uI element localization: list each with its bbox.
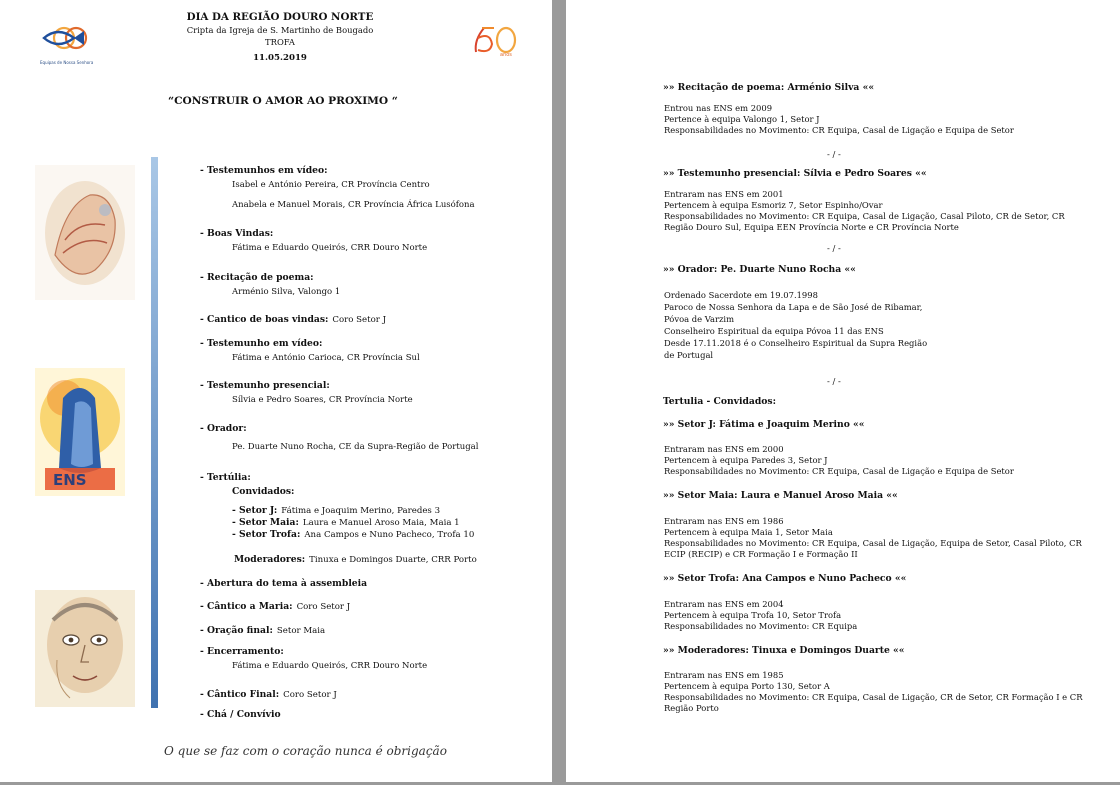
event-date: 11.05.2019 (253, 53, 307, 63)
program-item-detail: Fátima e Eduardo Queirós, CRR Douro Norte (232, 661, 428, 671)
participant-detail: ECIP (RECIP) e CR Formação I e Formação II (664, 549, 858, 559)
program-item-label: - Testemunhos em vídeo: (200, 165, 328, 176)
ens-text: ENS (53, 471, 87, 489)
moderators-names: Tinuxa e Domingos Duarte, CRR Porto (309, 555, 477, 565)
program-item-label: - Cantico de boas vindas: (200, 314, 329, 325)
participant-detail: Responsabilidades no Movimento: CR Equipa, Casal de Ligação e Equipa de Setor (664, 466, 1014, 476)
ens-logo (40, 22, 100, 65)
event-city: TROFA (265, 37, 295, 47)
program-item-label: - Cântico Final: (200, 689, 280, 700)
participant-detail: Entraram nas ENS em 2004 (664, 599, 784, 609)
program-item (200, 682, 337, 701)
separator: - / - (827, 243, 841, 253)
program-item-detail: Sílvia e Pedro Soares, CR Província Norte (232, 395, 413, 405)
moderators-row (234, 547, 477, 566)
program-item (200, 331, 322, 350)
participant-heading: »» Setor J: Fátima e Joaquim Merino «« (663, 419, 865, 430)
participant-detail: Responsabilidades no Movimento: CR Equipa, Casal de Ligação e Equipa de Setor (664, 125, 1014, 135)
program-item-detail: Arménio Silva, Valongo 1 (232, 287, 341, 297)
guest-names: Laura e Manuel Aroso Maia, Maia 1 (302, 518, 460, 528)
separator: - / - (827, 149, 841, 159)
program-item-label: - Boas Vindas: (200, 228, 274, 239)
program-item-label: - Cântico a Maria: (200, 601, 293, 612)
participant-detail: Responsabilidades no Movimento: CR Equipa, Casal de Ligação, Equipa de Setor, Casal Piloto, CR (664, 538, 1082, 548)
program-item (200, 307, 386, 326)
participant-detail: Entraram nas ENS em 1986 (664, 516, 784, 526)
decorative-blue-bar (151, 157, 158, 708)
program-item-value: Coro Setor J (296, 602, 351, 612)
participant-detail: Póvoa de Varzim (664, 314, 735, 324)
theme-title: “CONSTRUIR O AMOR AO PROXIMO “ (168, 95, 398, 107)
program-item-label: - Oração final: (200, 625, 273, 636)
participant-detail: Região Douro Sul, Equipa EEN Província Norte e CR Província Norte (664, 222, 959, 232)
guest-names: Fátima e Joaquim Merino, Paredes 3 (281, 506, 441, 516)
program-page-left (0, 0, 552, 782)
tertulia-heading: Tertulia - Convidados: (663, 396, 776, 407)
program-item-label: - Testemunho presencial: (200, 380, 330, 391)
program-item-value: Setor Maia (276, 626, 326, 636)
program-item (200, 416, 247, 435)
guests-label: Convidados: (232, 486, 295, 497)
participant-detail: Pertencem à equipa Paredes 3, Setor J (664, 455, 828, 465)
participant-detail: Pertencem à equipa Trofa 10, Setor Trofa (664, 610, 842, 620)
participant-detail: Ordenado Sacerdote em 19.07.1998 (664, 290, 818, 300)
participant-detail: de Portugal (664, 350, 714, 360)
event-venue: Cripta da Igreja de S. Martinho de Bougado (186, 25, 374, 35)
program-item-label: - Encerramento: (200, 646, 284, 657)
participant-detail: Pertencem à equipa Maia 1, Setor Maia (664, 527, 833, 537)
program-item-label: - Testemunho em vídeo: (200, 338, 323, 349)
program-item-detail: Isabel e António Pereira, CR Província Centro (232, 180, 430, 190)
participant-detail: Conselheiro Espiritual da equipa Póvoa 11 das ENS (664, 326, 884, 336)
program-item (200, 265, 314, 284)
guest-sector: - Setor Trofa: (232, 529, 301, 540)
participant-detail: Região Porto (664, 703, 719, 713)
participant-detail: Responsabilidades no Movimento: CR Equipa (664, 621, 858, 631)
program-item (200, 639, 284, 658)
program-item (200, 618, 325, 637)
program-item-detail: Fátima e António Carioca, CR Província Sul (232, 353, 420, 363)
program-page-right (566, 0, 1120, 782)
guest-sector: - Setor J: (232, 505, 278, 516)
ens-madonna-illustration (35, 368, 135, 496)
program-item (200, 465, 251, 484)
program-item-value: Coro Setor J (283, 690, 337, 700)
fish-rings-icon (40, 22, 100, 56)
program-item (200, 373, 330, 392)
participant-detail: Entraram nas ENS em 2000 (664, 444, 784, 454)
participant-detail: Entraram nas ENS em 1985 (664, 670, 784, 680)
program-item-detail: Fátima e Eduardo Queirós, CRR Douro Norte (232, 243, 428, 253)
footer-quote: O que se faz com o coração nunca é obrigação (164, 744, 447, 758)
participant-heading: »» Orador: Pe. Duarte Nuno Rocha «« (663, 264, 856, 275)
hands-illustration (35, 165, 135, 300)
event-title: DIA DA REGIÃO DOURO NORTE (186, 11, 374, 23)
program-item-label: - Recitação de poema: (200, 272, 314, 283)
program-item (200, 702, 281, 721)
program-item-detail: Pe. Duarte Nuno Rocha, CE da Supra-Região de Portugal (232, 442, 479, 452)
participant-heading: »» Recitação de poema: Arménio Silva «« (663, 82, 875, 93)
separator: - / - (827, 376, 841, 386)
participant-heading: »» Setor Trofa: Ana Campos e Nuno Pacheco «« (663, 573, 907, 584)
program-item-label: - Tertúlia: (200, 472, 251, 483)
participant-detail: Responsabilidades no Movimento: CR Equipa, Casal de Ligação, CR de Setor, CR Formação I e CR (664, 692, 1083, 702)
participant-detail: Responsabilidades no Movimento: CR Equipa, Casal de Ligação, Casal Piloto, CR de Setor, CR (664, 211, 1065, 221)
fifty-years-icon (472, 22, 520, 56)
participant-heading: »» Moderadores: Tinuxa e Domingos Duarte «« (663, 645, 905, 656)
program-item (200, 571, 367, 590)
program-item-value: Coro Setor J (332, 315, 387, 325)
participant-heading: »» Setor Maia: Laura e Manuel Aroso Maia «« (663, 490, 898, 501)
program-item (200, 221, 273, 240)
participant-detail: Paroco de Nossa Senhora da Lapa e de São José de Ribamar, (664, 302, 923, 312)
portrait-illustration (35, 590, 135, 707)
anniversary-logo (472, 22, 522, 62)
participant-detail: Pertencem à equipa Esmoriz 7, Setor Espinho/Ovar (664, 200, 883, 210)
program-item-label: - Abertura do tema à assembleia (200, 578, 368, 589)
program-item-detail: Anabela e Manuel Morais, CR Província África Lusófona (232, 200, 475, 210)
guest-row (232, 522, 474, 541)
guest-names: Ana Campos e Nuno Pacheco, Trofa 10 (304, 530, 475, 540)
guest-sector: - Setor Maia: (232, 517, 299, 528)
ens-logo-caption: Equipas de Nossa Senhora (40, 60, 94, 65)
program-item-label: - Orador: (200, 423, 247, 434)
participant-detail: Entrou nas ENS em 2009 (664, 103, 773, 113)
participant-detail: Pertence à equipa Valongo 1, Setor J (664, 114, 820, 124)
participant-detail: Pertencem à equipa Porto 130, Setor A (664, 681, 830, 691)
program-item (200, 594, 350, 613)
participant-detail: Desde 17.11.2018 é o Conselheiro Espiritual da Supra Região (664, 338, 928, 348)
participant-heading: »» Testemunho presencial: Sílvia e Pedro Soares «« (663, 168, 927, 179)
program-item (200, 158, 328, 177)
anniversary-logo-text: anos (500, 52, 512, 58)
program-item-label: - Chá / Convívio (200, 709, 281, 720)
moderators-label: Moderadores: (234, 554, 306, 565)
participant-detail: Entraram nas ENS em 2001 (664, 189, 784, 199)
